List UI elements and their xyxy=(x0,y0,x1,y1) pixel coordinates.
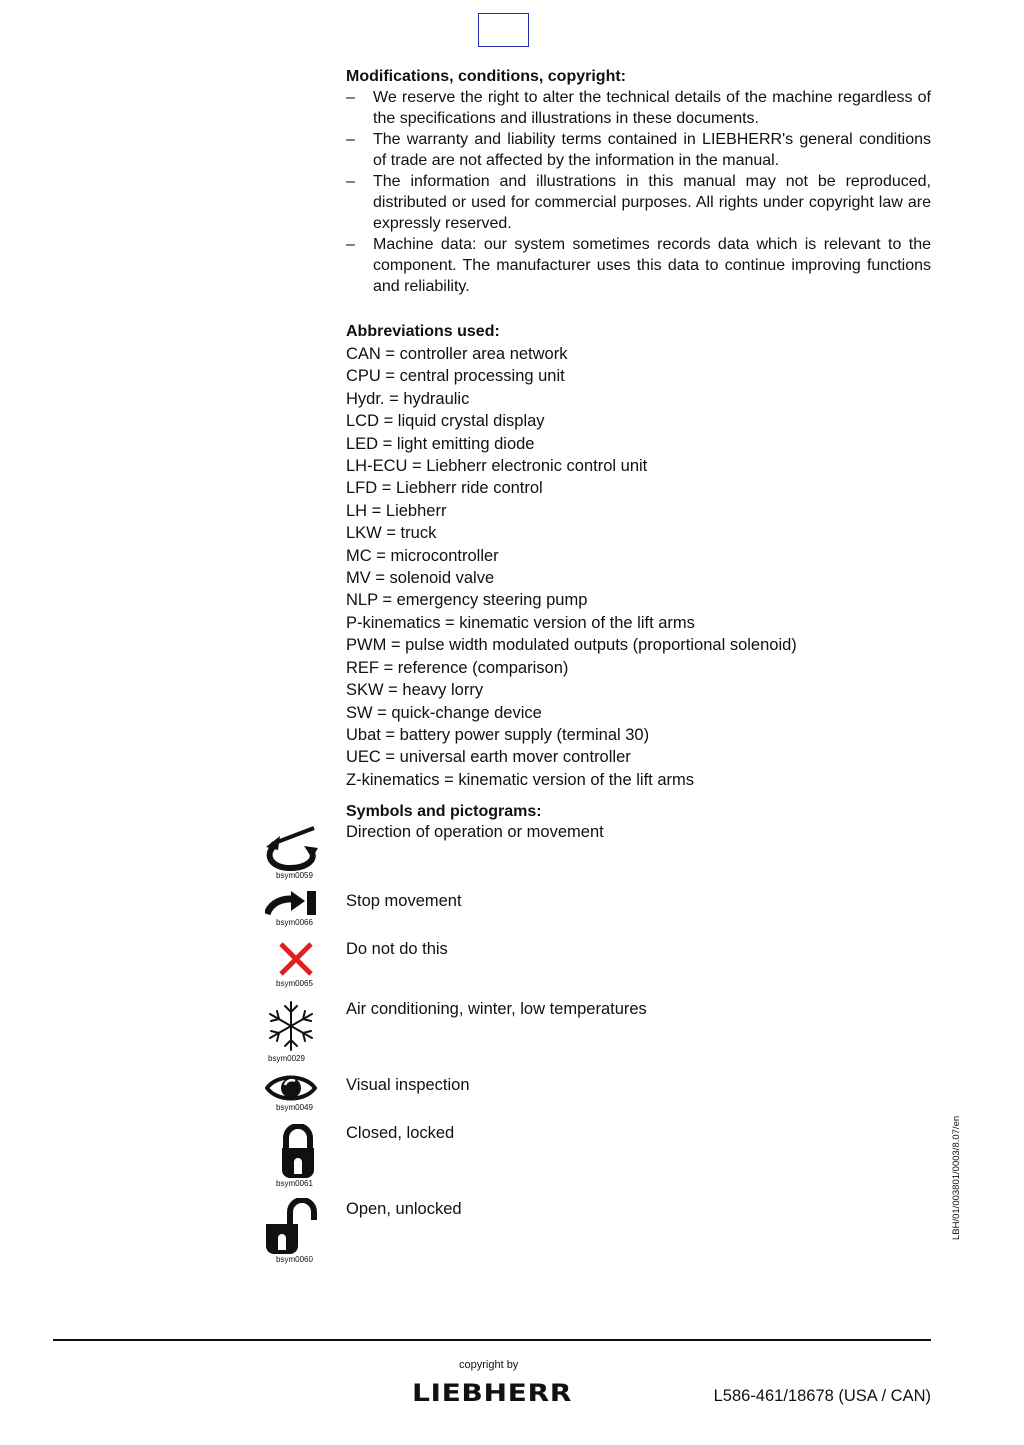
modifications-section xyxy=(346,66,931,297)
list-item: REF = reference (comparison) xyxy=(346,658,569,677)
symbol-code: bsym0049 xyxy=(276,1103,313,1112)
list-item: PWM = pulse width modulated outputs (proportional solenoid) xyxy=(346,636,797,655)
list-item: CAN = controller area network xyxy=(346,345,568,363)
lock-closed-icon xyxy=(279,1124,317,1178)
symbol-code: bsym0061 xyxy=(276,1179,313,1188)
symbol-code: bsym0059 xyxy=(276,871,313,880)
top-marker-box xyxy=(478,13,529,47)
modifications-heading: Modifications, conditions, copyright: xyxy=(346,68,626,85)
symbol-code: bsym0029 xyxy=(268,1054,305,1063)
list-item: – Machine data: our system sometimes records data which is relevant to the component. The manufacturer uses this data to continue improving functions and reliability. xyxy=(346,236,931,295)
list-item: Z-kinematics = kinematic version of the lift arms xyxy=(346,770,694,789)
list-item: – The information and illustrations in this manual may not be reproduced, distributed or used for commercial purposes. All rights under copyright law are expressly reserved. xyxy=(346,173,931,232)
symbol-label: Do not do this xyxy=(346,940,448,958)
list-item: Hydr. = hydraulic xyxy=(346,389,470,408)
footer-divider xyxy=(53,1339,931,1341)
copyright-text: copyright by xyxy=(459,1359,519,1371)
list-item: LED = light emitting diode xyxy=(346,434,535,453)
abbreviations-list xyxy=(346,343,797,791)
list-item: SKW = heavy lorry xyxy=(346,681,484,700)
symbol-label: Stop movement xyxy=(346,892,462,910)
stop-movement-icon xyxy=(265,890,317,916)
list-item: LKW = truck xyxy=(346,524,437,543)
symbol-label: Direction of operation or movement xyxy=(346,823,604,841)
list-item: LH = Liebherr xyxy=(346,501,447,520)
list-item: P-kinematics = kinematic version of the lift arms xyxy=(346,613,695,632)
symbol-label: Open, unlocked xyxy=(346,1200,462,1218)
symbol-code: bsym0066 xyxy=(276,918,313,927)
list-item: CPU = central processing unit xyxy=(346,367,565,386)
eye-icon xyxy=(265,1073,317,1103)
list-item: MV = solenoid valve xyxy=(346,569,495,588)
symbol-label: Visual inspection xyxy=(346,1076,470,1094)
list-item: NLP = emergency steering pump xyxy=(346,591,588,610)
symbol-code: bsym0060 xyxy=(276,1255,313,1264)
list-item: UEC = universal earth mover controller xyxy=(346,748,631,767)
symbol-code: bsym0065 xyxy=(276,979,313,988)
list-item: Ubat = battery power supply (terminal 30) xyxy=(346,725,650,744)
list-item: LFD = Liebherr ride control xyxy=(346,479,543,498)
symbol-label: Closed, locked xyxy=(346,1124,455,1142)
symbols-heading: Symbols and pictograms: xyxy=(346,803,542,820)
list-item: – The warranty and liability terms contained in LIEBHERR's general conditions of trade are not affected by the information in the manual. xyxy=(346,131,931,169)
lock-open-icon xyxy=(264,1198,318,1254)
abbreviations-heading: Abbreviations used: xyxy=(346,323,500,340)
cross-icon xyxy=(278,941,314,977)
snowflake-icon xyxy=(265,1000,317,1052)
liebherr-logo xyxy=(411,1380,573,1404)
rotate-arrow-icon xyxy=(264,822,318,872)
document-number: L586-461/18678 (USA / CAN) xyxy=(713,1387,931,1405)
list-item: SW = quick-change device xyxy=(346,703,542,722)
document-side-code: LBH/01/003801/0003/8.07/en xyxy=(951,1115,962,1240)
list-item: – We reserve the right to alter the technical details of the machine regardless of the specifications and illustrations in these documents. xyxy=(346,89,931,127)
symbol-label: Air conditioning, winter, low temperatures xyxy=(346,1000,647,1018)
logo-text: LIEBHERR xyxy=(412,1380,572,1404)
list-item: LH-ECU = Liebherr electronic control unit xyxy=(346,457,648,476)
modifications-list xyxy=(346,87,931,297)
list-item: MC = microcontroller xyxy=(346,546,499,565)
list-item: LCD = liquid crystal display xyxy=(346,412,545,431)
